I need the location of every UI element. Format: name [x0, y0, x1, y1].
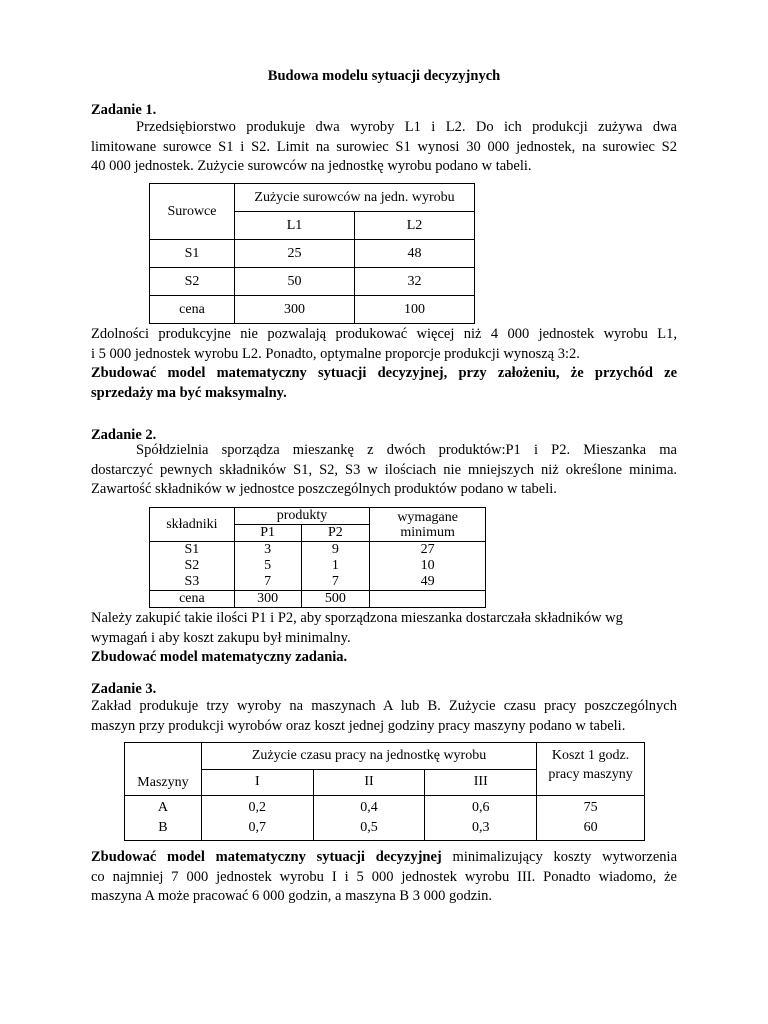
table-cell: 75: [583, 800, 598, 815]
table-cell: 27: [420, 542, 435, 557]
task-2-heading: Zadanie 2.: [91, 427, 157, 443]
row-label: cena: [150, 591, 235, 608]
task-1-heading: Zadanie 1.: [91, 102, 157, 118]
task-2-intro-line: Zawartość składników w jednostce poszczególnych produktów podano w tabeli.: [91, 481, 557, 497]
row-label: B: [158, 820, 168, 835]
table-cell: 49: [420, 574, 435, 589]
ingredients-table: [149, 507, 486, 608]
row-label: S3: [184, 574, 200, 589]
column-header: P1: [234, 525, 301, 542]
task-2-intro-line: Spółdzielnia sporządza mieszankę z dwóch produktów:P1 i P2. Mieszanka ma: [136, 442, 677, 458]
p1-values-cell: [234, 542, 301, 591]
table-corner-header: Maszyny: [125, 743, 202, 796]
table-cell: 1: [331, 558, 339, 573]
task-3-intro-line: Zakład produkuje trzy wyroby na maszynach A lub B. Zużycie czasu pracy poszczególnych: [91, 698, 677, 714]
column-I-cell: [201, 796, 313, 841]
cost-cell: [537, 796, 645, 841]
row-label: S2: [184, 558, 200, 573]
task-3-instruction-line: maszyna A może pracować 6 000 godzin, a maszyna B 3 000 godzin.: [91, 888, 493, 904]
row-label: S1: [184, 542, 200, 557]
table-row: [150, 240, 475, 268]
raw-materials-table: [149, 183, 475, 324]
column-II-cell: [313, 796, 425, 841]
table-row: [150, 591, 486, 608]
task-2-instruction: Zbudować model matematyczny zadania.: [91, 649, 348, 665]
task-3-heading: Zadanie 3.: [91, 681, 157, 697]
task-1-intro-line: Przedsiębiorstwo produkuje dwa wyroby L1 i L2. Do ich produkcji zużywa dwa: [136, 119, 677, 135]
table-group-header: Zużycie surowców na jedn. wyrobu: [235, 184, 475, 212]
row-label: A: [157, 800, 169, 815]
table-cell: 0,6: [472, 800, 490, 815]
task-3-instruction-line: co najmniej 7 000 jednostek wyrobu I i 5 000 jednostek wyrobu III. Ponadto wiadomo, że: [91, 868, 677, 885]
table-cell: 60: [583, 820, 598, 835]
cost-header-line: Koszt 1 godz.: [551, 748, 630, 763]
table-cell: 5: [264, 558, 272, 573]
document-title: Budowa modelu sytuacji decyzyjnych: [267, 68, 501, 84]
minimum-header-line: wymagane: [397, 509, 458, 525]
column-III-cell: [425, 796, 537, 841]
cost-header: [537, 743, 645, 796]
table-cell: 0,2: [248, 800, 267, 815]
task-1-intro-line: limitowane surowce S1 i S2. Limit na surowiec S1 wynosi 30 000 jednostek, na surowiec S2: [91, 138, 677, 155]
task-3-intro-line: maszyn przy produkcji wyrobów oraz koszt jednej godziny pracy maszyny podano w tabeli.: [91, 717, 626, 734]
table-cell: [370, 591, 486, 608]
column-header: I: [201, 769, 313, 796]
table-cell: 32: [355, 268, 475, 296]
table-corner-header: składniki: [150, 508, 235, 542]
table-cell: 0,4: [360, 800, 378, 815]
table-row: [150, 268, 475, 296]
task-1-intro: [91, 118, 677, 177]
task-2-requirement-line: Należy zakupić takie ilości P1 i P2, aby sporządzona mieszanka dostarczała składników wg: [91, 610, 623, 626]
task-2-requirements: [91, 609, 677, 668]
task-1-instruction-line: sprzedaży ma być maksymalny.: [91, 384, 287, 401]
row-label: S2: [150, 268, 235, 296]
table-cell: 50: [235, 268, 355, 296]
table-cell: 0,3: [472, 820, 490, 835]
machine-time-table: [124, 742, 645, 841]
row-labels-cell: [150, 542, 235, 591]
task-2-requirement-line: wymagań i aby koszt zakupu był minimalny.: [91, 629, 351, 646]
table-cell: 3: [264, 542, 272, 557]
table-cell: 48: [355, 240, 475, 268]
minimum-header-line: minimum: [400, 524, 455, 540]
minimum-header: [370, 508, 486, 542]
column-header: P2: [301, 525, 370, 542]
task-3-instruction-line: [91, 848, 677, 868]
table-body: [125, 796, 645, 841]
table-cell: 300: [235, 296, 355, 324]
task-2-intro: [91, 441, 677, 500]
table-cell: 100: [355, 296, 475, 324]
task-1-constraint-line: i 5 000 jednostek wyrobu L2. Ponadto, optymalne proporcje produkcji wynoszą 3:2.: [91, 345, 580, 362]
p2-values-cell: [301, 542, 370, 591]
table-cell: 500: [301, 591, 370, 608]
task-1-intro-line: 40 000 jednostek. Zużycie surowców na jednostkę wyrobu podano w tabeli.: [91, 158, 532, 174]
row-labels-cell: [125, 796, 202, 841]
column-header: L1: [235, 212, 355, 240]
table-cell: 25: [235, 240, 355, 268]
cost-header-line: pracy maszyny: [548, 767, 633, 782]
table-cell: 300: [234, 591, 301, 608]
row-label: S1: [150, 240, 235, 268]
table-body: [150, 542, 486, 591]
row-label: cena: [150, 296, 235, 324]
table-cell: 10: [420, 558, 435, 573]
table-cell: 0,5: [360, 820, 378, 835]
task-3-instruction: [91, 848, 677, 907]
task-3-instruction-bold: Zbudować model matematyczny sytuacji decyzyjnej: [91, 849, 442, 865]
column-header: L2: [355, 212, 475, 240]
column-header: II: [313, 769, 425, 796]
table-group-header: produkty: [234, 508, 369, 525]
table-row: [150, 296, 475, 324]
table-cell: 7: [264, 574, 272, 589]
task-1-constraints: [91, 325, 677, 403]
table-cell: 7: [331, 574, 339, 589]
table-corner-header: Surowce: [150, 184, 235, 240]
column-header: III: [425, 769, 537, 796]
table-cell: 9: [331, 542, 339, 557]
task-3-intro: [91, 697, 677, 736]
table-cell: 0,7: [248, 820, 267, 835]
minimum-values-cell: [370, 542, 486, 591]
task-3-instruction-rest: minimalizujący koszty wytworzenia: [452, 849, 678, 865]
task-1-constraint-line: Zdolności produkcyjne nie pozwalają produkować więcej niż 4 000 jednostek wyrobu L1,: [91, 326, 677, 342]
task-2-intro-line: dostarczyć pewnych składników S1, S2, S3 w ilościach nie mniejszych niż określone minima.: [91, 461, 677, 478]
task-1-instruction-line: Zbudować model matematyczny sytuacji decyzyjnej, przy założeniu, że przychód ze: [91, 365, 677, 381]
table-group-header: Zużycie czasu pracy na jednostkę wyrobu: [201, 743, 536, 770]
